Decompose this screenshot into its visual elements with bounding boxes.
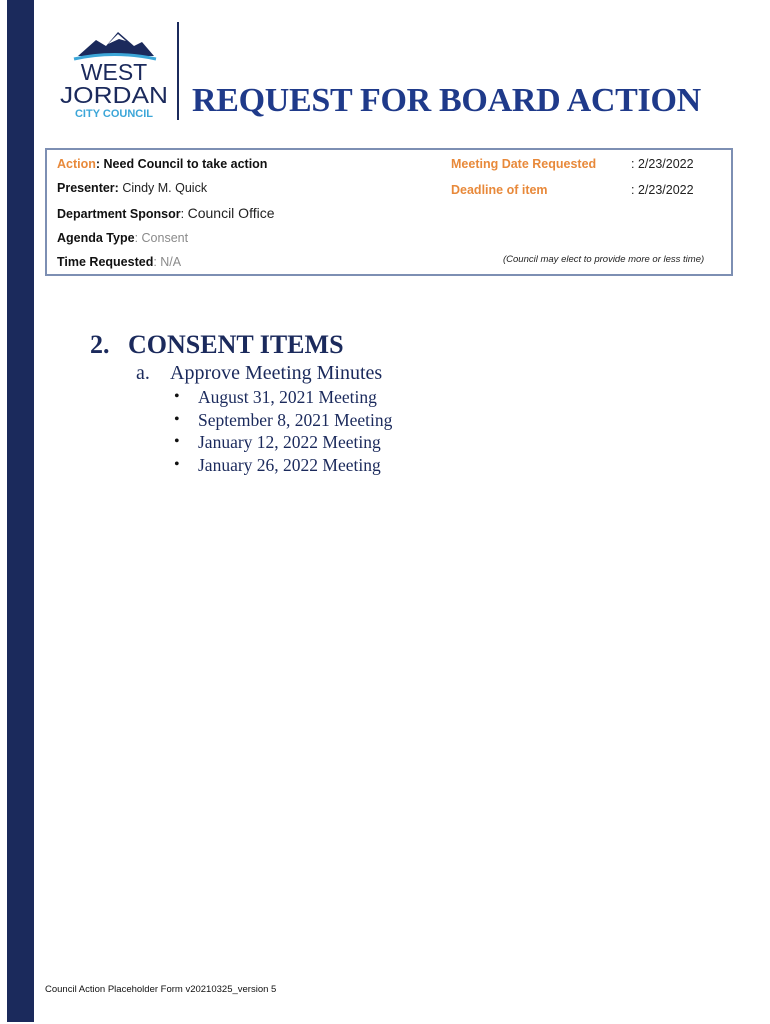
action-field: Action: Need Council to take action bbox=[57, 157, 268, 171]
left-accent-bar bbox=[7, 0, 34, 1022]
logo-line-city-council: CITY COUNCIL bbox=[74, 108, 154, 120]
agenda-type-field: Agenda Type: Consent bbox=[57, 231, 189, 245]
list-item: • January 26, 2022 Meeting bbox=[172, 454, 392, 477]
sub-item-letter: a. bbox=[136, 362, 150, 384]
page-title: REQUEST FOR BOARD ACTION bbox=[192, 82, 701, 119]
time-requested-value: N/A bbox=[160, 255, 182, 269]
footer-form-version: Council Action Placeholder Form v20210325_version 5 bbox=[45, 984, 277, 995]
list-item: • September 8, 2021 Meeting bbox=[172, 409, 392, 432]
list-item: • August 31, 2021 Meeting bbox=[172, 386, 392, 409]
section-heading bbox=[90, 330, 344, 360]
presenter-value: Cindy M. Quick bbox=[122, 181, 208, 195]
presenter-field bbox=[57, 181, 207, 195]
sub-item-title: Approve Meeting Minutes bbox=[170, 362, 383, 384]
logo-divider bbox=[177, 22, 179, 120]
time-requested-field: Time Requested: N/A bbox=[57, 255, 182, 269]
logo-line-jordan: JORDAN bbox=[60, 82, 168, 108]
agenda-type-label: Agenda Type bbox=[57, 231, 135, 245]
time-note: (Council may elect to provide more or less time) bbox=[503, 254, 705, 265]
deadline-label: Deadline of item bbox=[451, 183, 548, 197]
request-info-box bbox=[45, 148, 733, 276]
meeting-date-value: 2/23/2022 bbox=[637, 157, 694, 171]
action-label: Action bbox=[57, 157, 96, 171]
department-sponsor-field: Department Sponsor: Council Office bbox=[57, 205, 275, 221]
time-requested-label: Time Requested bbox=[57, 255, 154, 269]
minutes-list bbox=[172, 386, 392, 476]
section-number: 2. bbox=[90, 330, 110, 359]
list-item: • January 12, 2022 Meeting bbox=[172, 431, 392, 454]
deadline-value: 2/23/2022 bbox=[637, 183, 694, 197]
meeting-date-label: Meeting Date Requested bbox=[451, 157, 597, 171]
department-sponsor-label: Department Sponsor bbox=[57, 207, 181, 221]
action-value: Need Council to take action bbox=[103, 157, 268, 171]
logo-line-west: WEST bbox=[80, 59, 148, 85]
sub-item-heading bbox=[136, 362, 382, 385]
mountain-icon bbox=[78, 32, 154, 56]
deadline-label-wrap bbox=[451, 183, 548, 197]
meeting-date-value-wrap: : 2/23/2022 bbox=[631, 157, 694, 171]
west-jordan-logo bbox=[56, 26, 172, 122]
section-title: CONSENT ITEMS bbox=[128, 330, 344, 359]
deadline-value-wrap: : 2/23/2022 bbox=[631, 183, 694, 197]
meeting-date-label-wrap bbox=[451, 157, 596, 171]
department-sponsor-value: Council Office bbox=[187, 205, 275, 221]
presenter-label: Presenter: bbox=[57, 181, 119, 195]
agenda-type-value: Consent bbox=[141, 231, 189, 245]
